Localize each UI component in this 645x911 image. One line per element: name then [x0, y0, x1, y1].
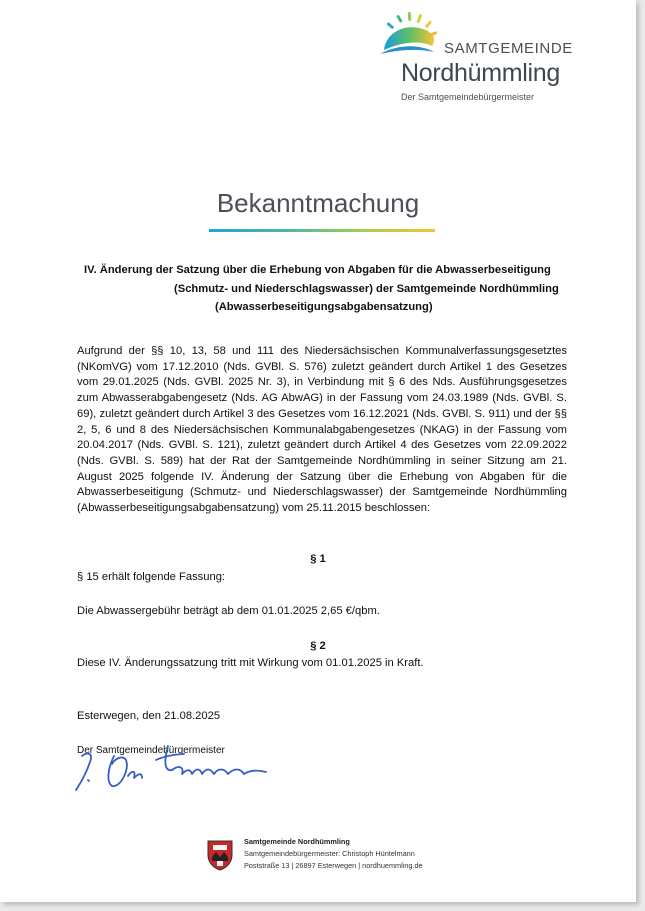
section-2-text: Diese IV. Änderungssatzung tritt mit Wirkung vom 01.01.2025 in Kraft. — [77, 657, 424, 669]
footer-mayor: Samtgemeindebürgermeister: Christoph Hüntelmann — [244, 849, 415, 858]
footer-org-name: Samtgemeinde Nordhümmling — [244, 837, 350, 846]
place-date: Esterwegen, den 21.08.2025 — [77, 710, 221, 722]
section-2-heading: § 2 — [310, 640, 326, 652]
title-underline — [209, 229, 435, 232]
org-name: Nordhümmling — [401, 59, 560, 87]
section-1-intro: § 15 erhält folgende Fassung: — [77, 571, 226, 583]
org-logo — [370, 10, 580, 105]
coat-of-arms-icon — [206, 839, 234, 871]
org-top-label: SAMTGEMEINDE — [444, 40, 573, 57]
page-title: Bekanntmachung — [216, 188, 420, 218]
preamble-paragraph: Aufgrund der §§ 10, 13, 58 und 111 des Niedersächsischen Kommunalverfassungsgesetztes (NKomVG) vom 17.12.2010 (Nds. GVBl. S. 576) zuletzt geändert durch Artikel 1 des Gesetzes vom 29.01.2025 (Nds. GVBl. 2025 Nr. 3), in Verbindung mit § 6 des Nds. Ausführungsgesetzes zum Abwasserabgabengesetz (Nds. AG AbwAG) in der Fassung vom 24.03.1989 (Nds. GVBl. S. 69), zuletzt geändert durch Artikel 3 des Gesetzes vom 16.12.2021 (Nds. GVBl. S. 911) und der §§ 2, 5, 6 und 8 des Niedersächsischen Kommunalabgabengesetzes (NKAG) in der Fassung vom 20.04.2017 (Nds. GVBl. S. 121), zuletzt geändert durch Artikel 4 des Gesetzes vom 22.09.2022 (Nds. GVBl. S. 589) hat der Rat der Samtgemeinde Nordhümmling in seiner Sitzung am 21. August 2025 folgende IV. Änderung der Satzung über die Erhebung von Abgaben für die Abwasserbeseitigung (Schmutz- und Niederschlagswasser) der Samtgemeinde Nordhümmling (Abwasserbeseitigungsabgabensatzung) vom 25.11.2015 beschlossen: — [77, 345, 567, 515]
footer-contact — [244, 836, 423, 872]
signature-label: Der Samtgemeindebürgermeister — [77, 745, 225, 756]
footer-address: Poststraße 13 | 26897 Esterwegen | nordhuemmling.de — [244, 861, 423, 870]
sun-logo-icon — [370, 10, 450, 60]
subject-line-3: (Abwasserbeseitigungsabgabensatzung) — [215, 301, 433, 313]
section-1-heading: § 1 — [310, 553, 326, 565]
org-subtitle: Der Samtgemeindebürgermeister — [401, 92, 535, 102]
subject-line-1: IV. Änderung der Satzung über die Erhebung von Abgaben für die Abwasserbeseitigung — [84, 264, 551, 276]
handwritten-signature — [68, 730, 298, 798]
section-1-text: Die Abwassergebühr beträgt ab dem 01.01.2025 2,65 €/qbm. — [77, 605, 380, 617]
subject-line-2: (Schmutz- und Niederschlagswasser) der Samtgemeinde Nordhümmling — [174, 283, 559, 295]
